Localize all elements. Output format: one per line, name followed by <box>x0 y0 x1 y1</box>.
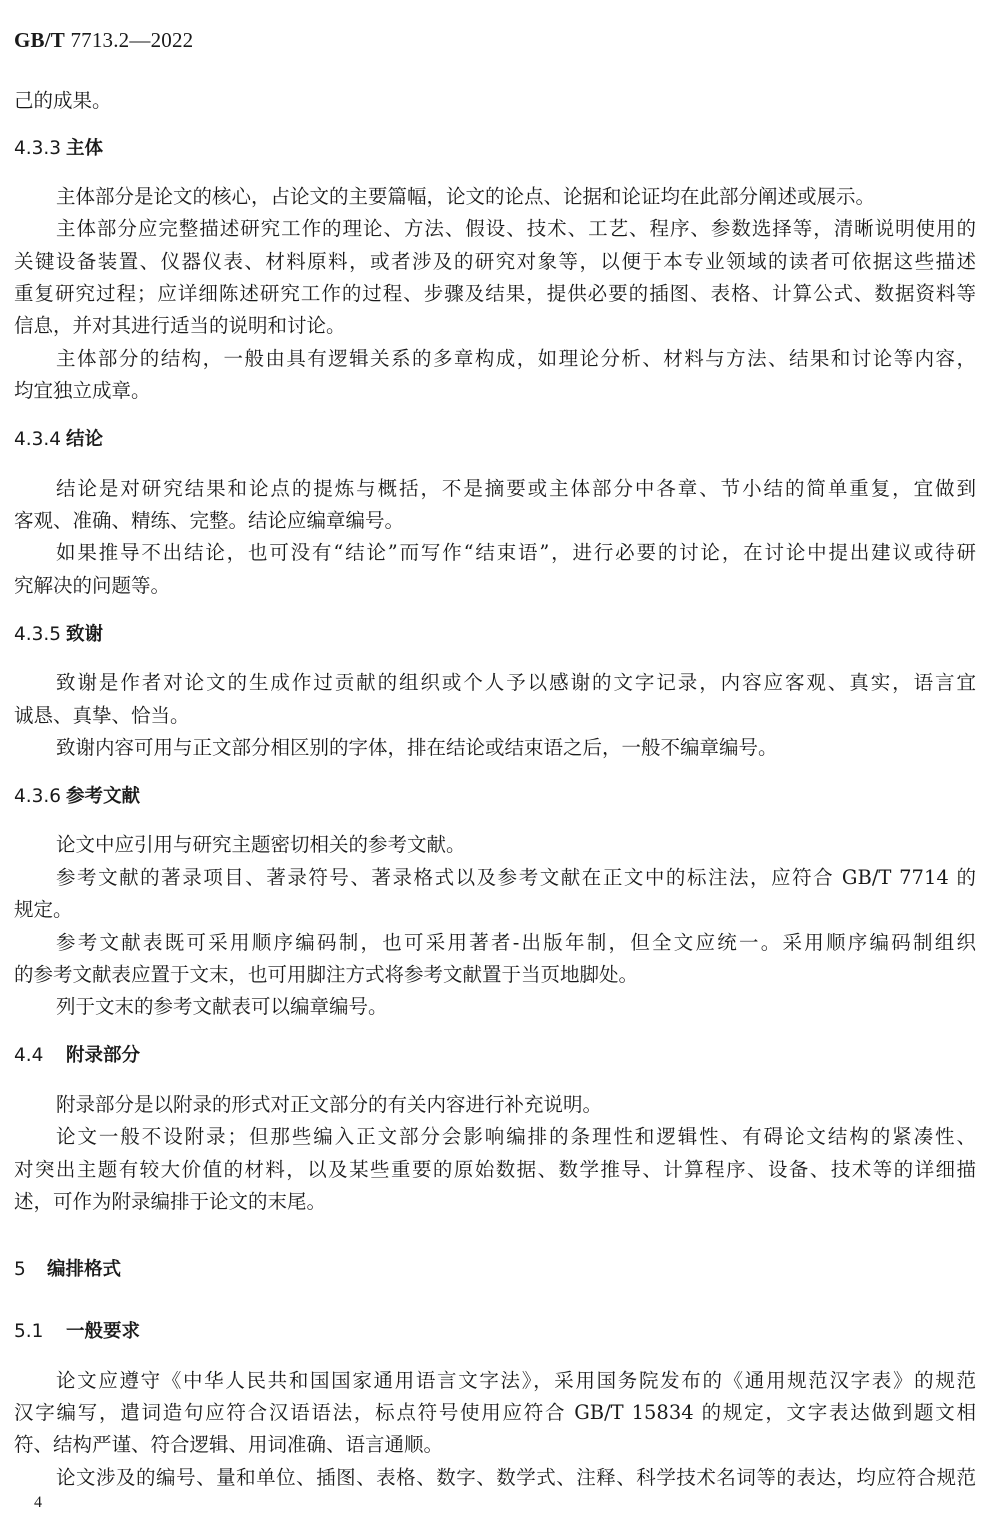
section-title: 致谢 <box>66 624 104 645</box>
section-heading-4-3-4 <box>14 427 103 453</box>
section-heading-4-4 <box>14 1043 140 1069</box>
paragraph-line: 的参考文献表应置于文末，也可用脚注方式将参考文献置于当页地脚处。 <box>14 963 639 986</box>
paragraph-line: 符、结构严谨、符合逻辑、用词准确、语言通顺。 <box>14 1433 444 1456</box>
section-heading-4-3-6 <box>14 784 140 810</box>
section-title: 一般要求 <box>66 1321 141 1342</box>
paragraph-line: 关键设备装置、仪器仪表、材料原料，或者涉及的研究对象等，以便于本专业领域的读者可依据这些描述 <box>14 250 976 273</box>
standard-code: GB/T <box>14 28 65 52</box>
paragraph-line: 论文一般不设附录；但那些编入正文部分会影响编排的条理性和逻辑性、有碍论文结构的紧凑性、 <box>56 1125 976 1148</box>
page-number: 4 <box>34 1494 42 1511</box>
paragraph-line: 列于文末的参考文献表可以编章编号。 <box>56 995 388 1018</box>
chapter-heading-5 <box>14 1257 121 1283</box>
standard-number: 7713.2—2022 <box>70 28 194 52</box>
paragraph-line: 主体部分应完整描述研究工作的理论、方法、假设、技术、工艺、程序、参数选择等，清晰说明使用的 <box>56 217 976 240</box>
chapter-number: 5 <box>14 1259 26 1280</box>
continuation-text: 己的成果。 <box>14 89 112 112</box>
section-title: 附录部分 <box>66 1045 141 1066</box>
paragraph-line: 主体部分是论文的核心，占论文的主要篇幅，论文的论点、论据和论证均在此部分阐述或展示。 <box>56 185 876 208</box>
section-title: 主体 <box>66 138 104 159</box>
section-number: 4.3.5 <box>14 624 62 645</box>
section-heading-5-1 <box>14 1319 140 1345</box>
paragraph-line: 重复研究过程；应详细陈述研究工作的过程、步骤及结果，提供必要的插图、表格、计算公式、数据资料等 <box>14 282 976 305</box>
section-title: 结论 <box>66 429 104 450</box>
section-number: 4.3.3 <box>14 138 62 159</box>
section-number: 5.1 <box>14 1321 44 1342</box>
paragraph-line: 结论是对研究结果和论点的提炼与概括，不是摘要或主体部分中各章、节小结的简单重复，宜做到 <box>56 477 976 500</box>
section-number: 4.4 <box>14 1045 44 1066</box>
paragraph-line: 论文涉及的编号、量和单位、插图、表格、数字、数学式、注释、科学技术名词等的表达，均应符合规范 <box>56 1466 976 1489</box>
paragraph-line: 述，可作为附录编排于论文的末尾。 <box>14 1190 327 1213</box>
paragraph-line: 论文应遵守《中华人民共和国国家通用语言文字法》，采用国务院发布的《通用规范汉字表》的规范 <box>56 1369 976 1392</box>
section-heading-4-3-3 <box>14 136 103 162</box>
paragraph-line: 主体部分的结构，一般由具有逻辑关系的多章构成，如理论分析、材料与方法、结果和讨论等内容， <box>56 347 976 370</box>
paragraph-line: 均宜独立成章。 <box>14 379 151 402</box>
paragraph-line: 论文中应引用与研究主题密切相关的参考文献。 <box>56 833 466 856</box>
section-number: 4.3.4 <box>14 429 62 450</box>
paragraph-line: 附录部分是以附录的形式对正文部分的有关内容进行补充说明。 <box>56 1093 603 1116</box>
paragraph-line: 参考文献表既可采用顺序编码制，也可采用著者-出版年制，但全文应统一。采用顺序编码制组织 <box>56 931 976 954</box>
paragraph-line: 对突出主题有较大价值的材料，以及某些重要的原始数据、数学推导、计算程序、设备、技术等的详细描 <box>14 1158 976 1181</box>
document-header <box>14 28 193 53</box>
section-title: 参考文献 <box>66 786 141 807</box>
section-number: 4.3.6 <box>14 786 62 807</box>
paragraph-line: 究解决的问题等。 <box>14 574 171 597</box>
paragraph-line: 汉字编写，遣词造句应符合汉语语法，标点符号使用应符合 GB/T 15834 的规定，文字表达做到题文相 <box>14 1401 976 1424</box>
paragraph-line: 客观、准确、精练、完整。结论应编章编号。 <box>14 509 405 532</box>
section-heading-4-3-5 <box>14 622 103 648</box>
paragraph-line: 信息，并对其进行适当的说明和讨论。 <box>14 314 346 337</box>
paragraph-line: 致谢是作者对论文的生成作过贡献的组织或个人予以感谢的文字记录，内容应客观、真实，语言宜 <box>56 671 976 694</box>
paragraph-line: 如果推导不出结论，也可没有“结论”而写作“结束语”，进行必要的讨论，在讨论中提出建议或待研 <box>56 541 976 564</box>
paragraph-line: 致谢内容可用与正文部分相区别的字体，排在结论或结束语之后，一般不编章编号。 <box>56 736 778 759</box>
paragraph-line: 诚恳、真挚、恰当。 <box>14 704 190 727</box>
paragraph-line: 规定。 <box>14 898 73 921</box>
paragraph-line: 参考文献的著录项目、著录符号、著录格式以及参考文献在正文中的标注法，应符合 GB/T 7714 的 <box>56 866 976 889</box>
chapter-title: 编排格式 <box>47 1259 122 1280</box>
